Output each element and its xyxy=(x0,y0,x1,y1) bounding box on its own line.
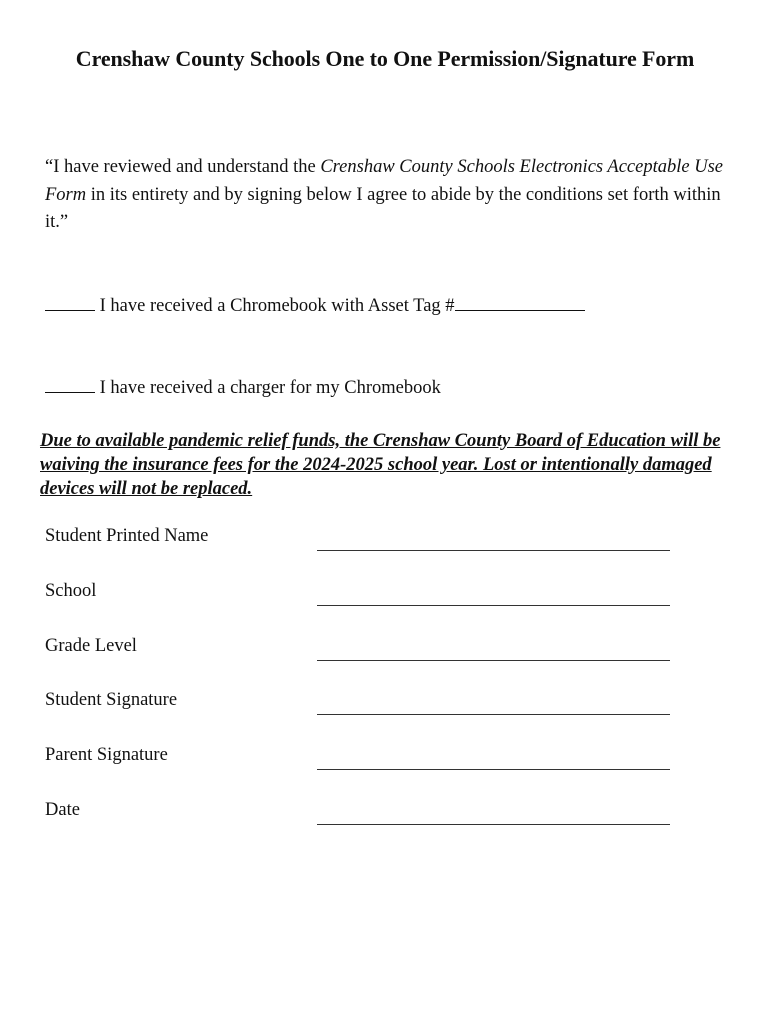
form-title: Crenshaw County Schools One to One Permission/Signature Form xyxy=(75,46,695,71)
charger-received-item xyxy=(45,374,441,399)
signature-fields xyxy=(45,526,685,855)
student-name-line[interactable] xyxy=(317,550,670,551)
chromebook-check-blank[interactable] xyxy=(45,292,95,311)
grade-level-line[interactable] xyxy=(317,660,670,661)
field-label: Student Signature xyxy=(45,690,178,711)
chromebook-received-item xyxy=(45,292,585,317)
insurance-notice: Due to available pandemic relief funds, the Crenshaw County Board of Education will be waiving the insurance fees for the 2024-2025 school year. Lost or intentionally damaged devices will not be replaced. xyxy=(40,431,721,499)
statement-open: “I have reviewed and understand the xyxy=(45,157,321,177)
field-grade-level xyxy=(45,636,685,691)
statement-form-name: Crenshaw County Schools Electronics Acceptable Use Form xyxy=(45,157,723,205)
field-student-printed-name xyxy=(45,526,685,581)
school-line[interactable] xyxy=(317,605,670,606)
field-date xyxy=(45,800,685,855)
field-parent-signature xyxy=(45,745,685,800)
field-student-signature xyxy=(45,690,685,745)
chromebook-received-text: I have received a Chromebook with Asset Tag # xyxy=(99,296,455,316)
statement-close: in its entirety and by signing below I agree to abide by the conditions set forth within it.” xyxy=(45,184,721,232)
date-line[interactable] xyxy=(317,824,670,825)
asset-tag-blank[interactable] xyxy=(455,292,585,311)
charger-check-blank[interactable] xyxy=(45,374,95,393)
field-label: Date xyxy=(45,799,80,820)
field-label: School xyxy=(45,580,97,601)
charger-received-text: I have received a charger for my Chromebook xyxy=(99,378,441,398)
parent-signature-line[interactable] xyxy=(317,769,670,770)
field-school xyxy=(45,581,685,636)
field-label: Grade Level xyxy=(45,635,137,656)
field-label: Student Printed Name xyxy=(45,526,209,546)
agreement-statement xyxy=(45,154,735,237)
field-label: Parent Signature xyxy=(45,745,168,766)
student-signature-line[interactable] xyxy=(317,714,670,715)
